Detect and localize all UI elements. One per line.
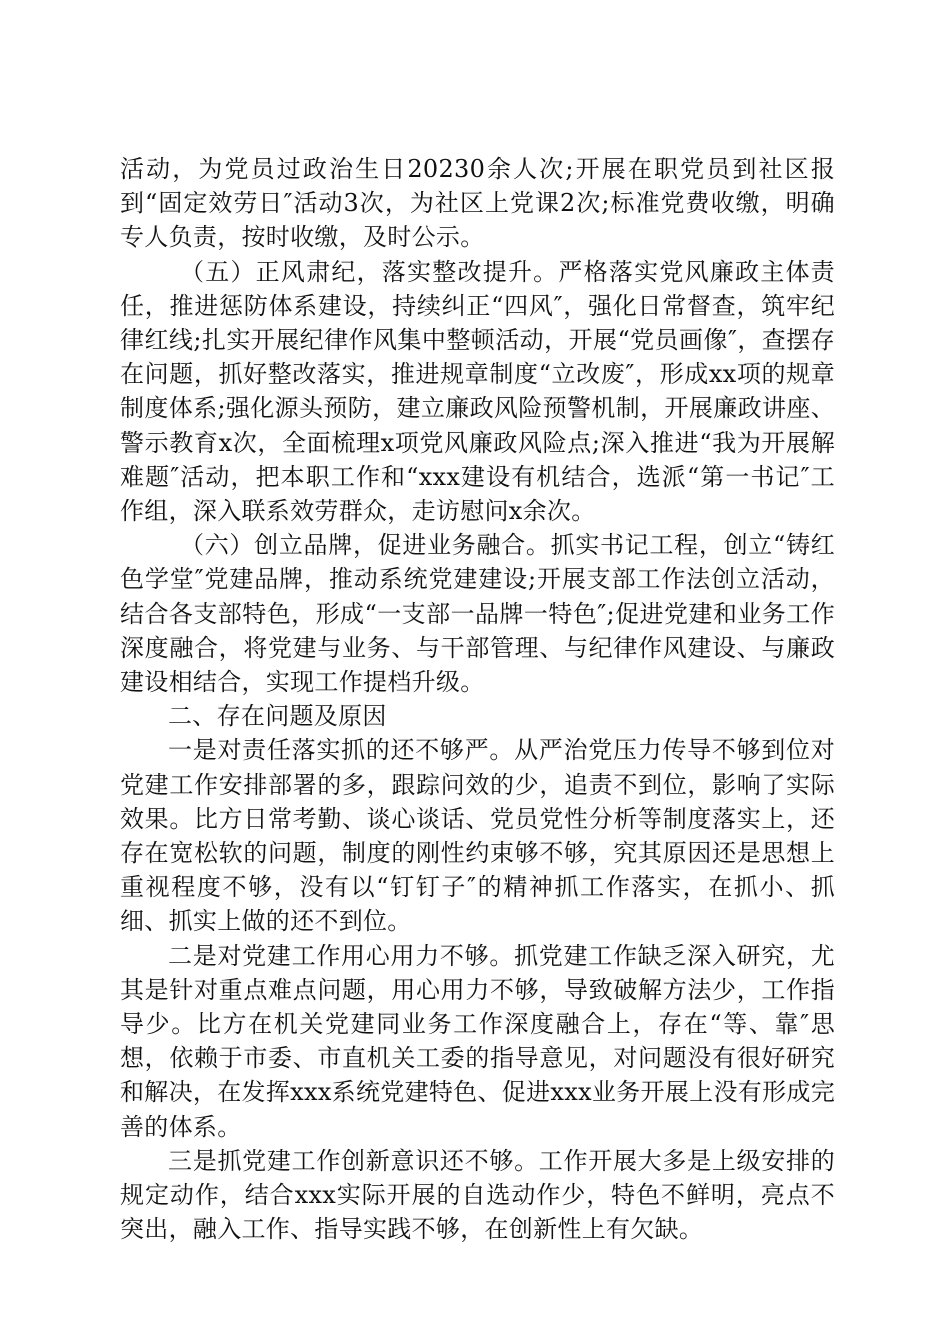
- paragraph-section-five: （五）正风肃纪，落实整改提升。严格落实党风廉政主体责任，推进惩防体系建设，持续纠正“四风″，强化日常督查，筑牢纪律红线;扎实开展纪律作风集中整顿活动，开展“党员画像″，查摆存在问题，抓好整改落实，推进规章制度“立改废″，形成xx项的规章制度体系;强化源头预防，建立廉政风险预警机制，开展廉政讲座、警示教育x次，全面梳理x项党风廉政风险点;深入推进“我为开展解难题″活动，把本职工作和“xxx建设有机结合，选派“第一书记″工作组，深入联系效劳群众，走访慰问x余次。: [120, 257, 835, 526]
- paragraph-problem-three: 三是抓党建工作创新意识还不够。工作开展大多是上级安排的规定动作，结合xxx实际开展的自选动作少，特色不鲜明，亮点不突出，融入工作、指导实践不够，在创新性上有欠缺。: [120, 1146, 835, 1244]
- section-heading-problems: 二、存在问题及原因: [168, 702, 387, 731]
- paragraph-problem-one: 一是对责任落实抓的还不够严。从严治党压力传导不够到位对党建工作安排部署的多，跟踪问效的少，追责不到位，影响了实际效果。比方日常考勤、谈心谈话、党员党性分析等制度落实上，还存在宽松软的问题，制度的刚性约束够不够，究其原因还是思想上重视程度不够，没有以“钉钉子″的精神抓工作落实，在抓小、抓细、抓实上做的还不到位。: [120, 736, 835, 936]
- paragraph-continued-activities: 活动，为党员过政治生日20230余人次;开展在职党员到社区报到“固定效劳日″活动3次，为社区上党课2次;标准党费收缴，明确专人负责，按时收缴，及时公示。: [120, 155, 835, 252]
- paragraph-problem-two: 二是对党建工作用心用力不够。抓党建工作缺乏深入研究，尤其是针对重点难点问题，用心用力不够，导致破解方法少，工作指导少。比方在机关党建同业务工作深度融合上，存在“等、靠″思想，依赖于市委、市直机关工委的指导意见，对问题没有很好研究和解决，在发挥xxx系统党建特色、促进xxx业务开展上没有形成完善的体系。: [120, 941, 835, 1141]
- document-body: [120, 152, 835, 1247]
- paragraph-section-six: （六）创立品牌，促进业务融合。抓实书记工程，创立“铸红色学堂″党建品牌，推动系统党建建设;开展支部工作法创立活动，结合各支部特色，形成“一支部一品牌一特色″;促进党建和业务工作深度融合，将党建与业务、与干部管理、与纪律作风建设、与廉政建设相结合，实现工作提档升级。: [120, 531, 835, 697]
